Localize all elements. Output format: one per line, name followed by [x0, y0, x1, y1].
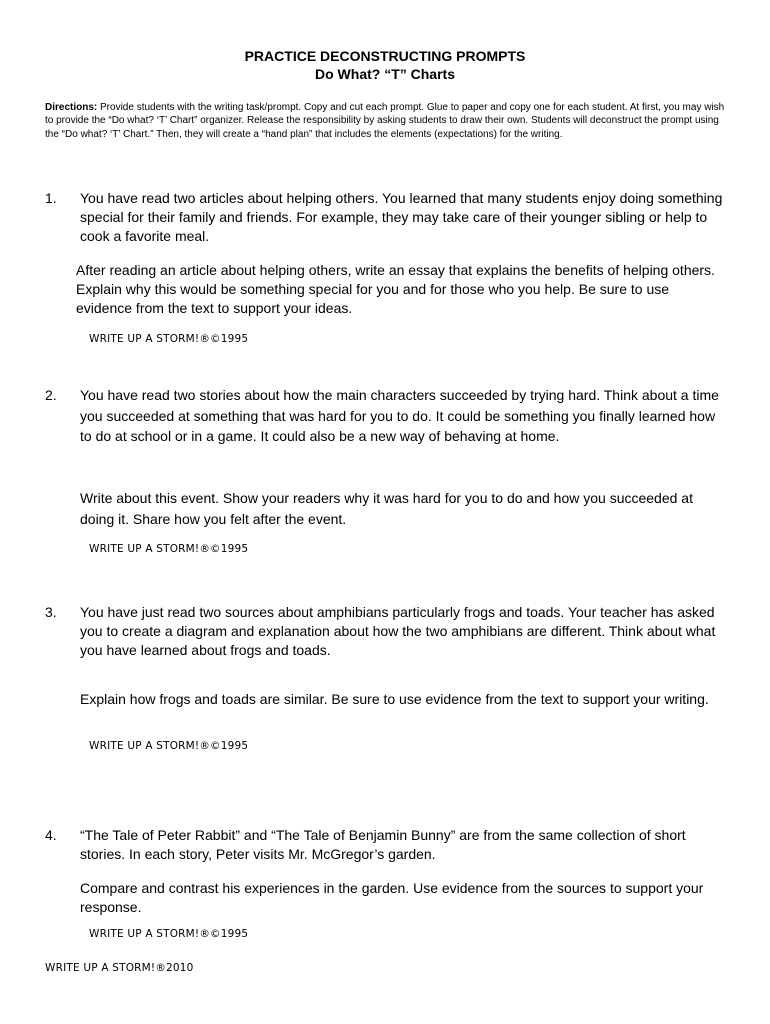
prompt-1-task: After reading an article about helping others, write an essay that explains the benefits of helping others. Explain why this would be something special for you and for those who you help. Be sure to use evidence from the text to support your ideas.: [76, 262, 715, 316]
prompt-4-credit: WRITE UP A STORM!®©1995: [89, 928, 249, 940]
prompt-4-task: Compare and contrast his experiences in the garden. Use evidence from the sources to support your response.: [80, 880, 704, 915]
prompt-1-credit: WRITE UP A STORM!®©1995: [89, 333, 249, 345]
directions-label: Directions:: [45, 102, 98, 113]
page-subtitle: Do What? “T” Charts: [315, 66, 455, 82]
prompt-3-context: You have just read two sources about amphibians particularly frogs and toads. Your teacher has asked you to create a diagram and explanation about how the two amphibians are different. Think about what you have learned about frogs and toads.: [80, 604, 716, 658]
directions: [45, 101, 725, 141]
prompt-4-context: “The Tale of Peter Rabbit” and “The Tale of Benjamin Bunny” are from the same collection of short stories. In each story, Peter visits Mr. McGregor’s garden.: [80, 827, 686, 862]
prompt-3-number: 3.: [45, 604, 57, 620]
prompt-4-number: 4.: [45, 827, 57, 843]
prompt-2-credit: WRITE UP A STORM!®©1995: [89, 543, 249, 555]
directions-text: Provide students with the writing task/prompt. Copy and cut each prompt. Glue to paper and copy one for each student. At first, you may wish to provide the “Do what? ‘T’ Chart” organizer. Release the responsibility by asking students to draw their own. Students will deconstruct the prompt using the “Do what? ‘T’ Chart.” Then, they will create a “hand plan” that includes the elements (expectations) for the writing.: [45, 102, 725, 140]
prompt-1-context: You have read two articles about helping others. You learned that many students enjoy doing something special for their family and friends. For example, they may take care of their younger sibling or help to cook a favorite meal.: [80, 190, 723, 244]
prompt-3-task: Explain how frogs and toads are similar. Be sure to use evidence from the text to support your writing.: [80, 691, 709, 707]
page-footer: WRITE UP A STORM!®2010: [45, 962, 194, 974]
prompt-2-task: Write about this event. Show your readers why it was hard for you to do and how you succeeded at doing it. Share how you felt after the event.: [80, 490, 693, 527]
page-title: PRACTICE DECONSTRUCTING PROMPTS: [244, 48, 526, 64]
prompt-2-context: You have read two stories about how the main characters succeeded by trying hard. Think about a time you succeeded at something that was hard for you to do. It could be something you finally learned how to do at school or in a game. It could also be a new way of behaving at home.: [80, 387, 719, 445]
prompt-1-number: 1.: [45, 190, 57, 206]
prompt-3-credit: WRITE UP A STORM!®©1995: [89, 740, 249, 752]
prompt-2-number: 2.: [45, 387, 57, 403]
